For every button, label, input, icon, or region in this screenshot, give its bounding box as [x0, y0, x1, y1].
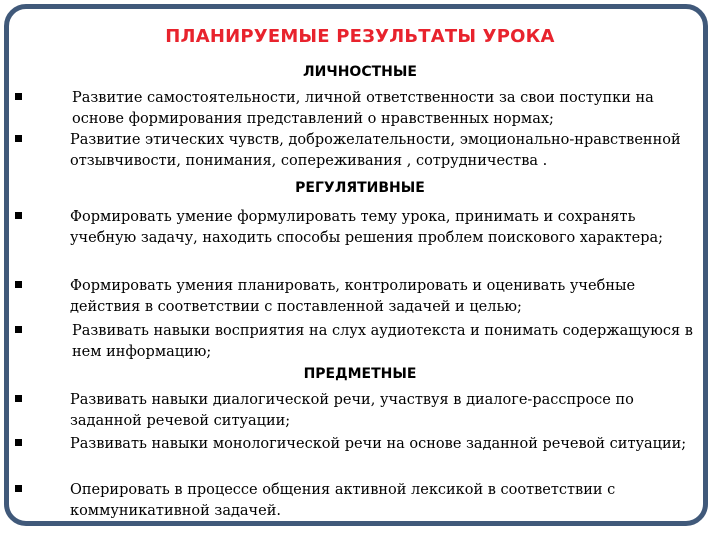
square-bullet-icon [15, 93, 22, 100]
slide-title: ПЛАНИРУЕМЫЕ РЕЗУЛЬТАТЫ УРОКА [165, 26, 555, 47]
section-heading-personal: ЛИЧНОСТНЫЕ [303, 64, 417, 80]
list-item-text: Оперировать в процессе общения активной лексикой в соответствии с коммуникативной задачей. [70, 482, 616, 519]
list-item-text: Развивать навыки монологической речи на основе заданной речевой ситуации; [70, 436, 687, 452]
square-bullet-icon [15, 395, 22, 402]
list-item-text: Формировать умение формулировать тему урока, принимать и сохранять учебную задачу, находить способы решения проблем поискового характера; [70, 209, 664, 246]
square-bullet-icon [15, 135, 22, 142]
list-item-text: Развивать навыки восприятия на слух аудиотекста и понимать содержащуюся в нем информацию; [72, 323, 693, 360]
square-bullet-icon [15, 485, 22, 492]
list-item-text: Развивать навыки диалогической речи, участвуя в диалоге-расспросе по заданной речевой ситуации; [70, 392, 634, 429]
section-heading-regulatory: РЕГУЛЯТИВНЫЕ [295, 180, 425, 196]
list-item-text: Формировать умения планировать, контролировать и оценивать учебные действия в соответствии с поставленной задачей и целью; [70, 278, 636, 315]
list-item-text: Развитие этических чувств, доброжелательности, эмоционально-нравственной отзывчивости, понимания, сопереживания , сотрудничества . [70, 132, 681, 169]
square-bullet-icon [15, 439, 22, 446]
square-bullet-icon [15, 281, 22, 288]
list-item-text: Развитие самостоятельности, личной ответственности за свои поступки на основе формирования представлений о нравственных нормах; [72, 90, 654, 127]
square-bullet-icon [15, 212, 22, 219]
section-heading-subject: ПРЕДМЕТНЫЕ [303, 366, 417, 382]
square-bullet-icon [15, 326, 22, 333]
